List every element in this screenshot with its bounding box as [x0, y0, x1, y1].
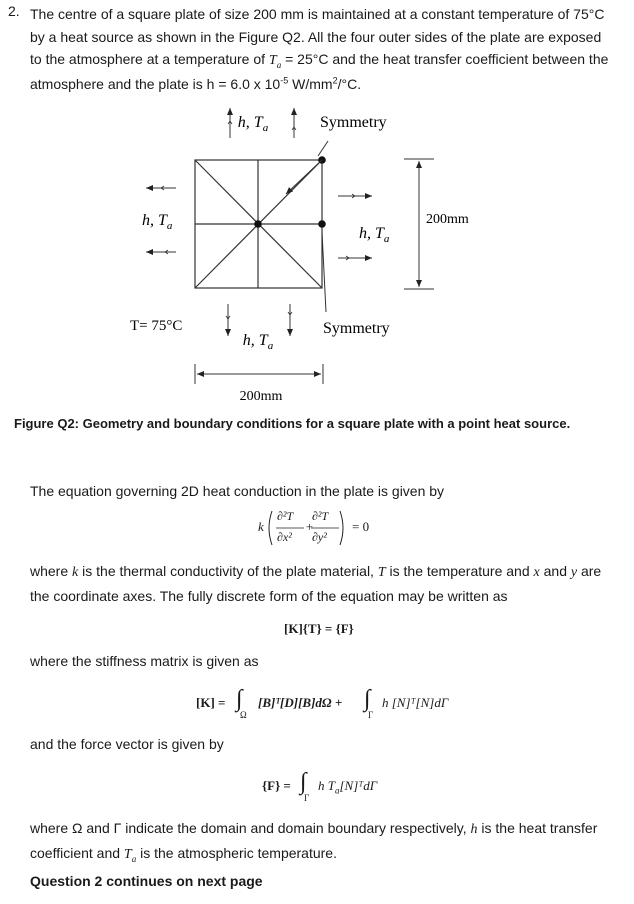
label-dim-horizontal: 200mm	[239, 389, 283, 404]
eqF-tail: [N]ᵀdΓ	[339, 778, 378, 793]
intro-line-3	[30, 48, 630, 73]
eq1-num-1: ∂²T	[277, 509, 294, 523]
eq1-num-2: ∂²T	[312, 509, 329, 523]
para-where-k-line-1	[30, 560, 630, 585]
question-intro	[30, 3, 630, 95]
eqK-term-1: [B]ᵀ[D][B]dΩ +	[258, 695, 346, 710]
continues-note: Question 2 continues on next page	[30, 873, 263, 889]
symbol-t: T	[268, 53, 277, 68]
label-bottom-hta: h, $T_a$	[242, 332, 274, 352]
unit-exponent: 2	[332, 74, 338, 85]
para-force: and the force vector is given by	[30, 736, 224, 752]
eq1-den-2: ∂y²	[312, 530, 327, 544]
symmetry-leader-top	[286, 160, 322, 194]
eq-governing	[258, 508, 398, 548]
p6a: where Ω and Γ indicate the domain and domain boundary respectively,	[30, 820, 471, 836]
figure-q2	[0, 95, 634, 410]
intro-line-3a: to the atmosphere at a temperature of	[30, 51, 269, 67]
eqF-lhs: {F} =	[262, 778, 295, 793]
intro-line-2: by a heat source as shown in the Figure Q2. All the four outer sides of the plate are exposed	[30, 28, 602, 45]
label-dim-vertical: 200mm	[426, 212, 469, 227]
intro-line-1: The centre of a square plate of size 200 mm is maintained at a constant temperature of 75°C	[30, 6, 605, 22]
eq1-paren-right	[340, 511, 343, 545]
intro-line-4	[30, 73, 630, 96]
sym-k: k	[72, 565, 79, 580]
eq1-paren-left	[269, 511, 272, 545]
eqF-gamma: Γ	[304, 793, 310, 803]
exponent: -5	[280, 74, 289, 85]
eq1-k: k	[258, 519, 264, 534]
eq-force	[262, 770, 402, 810]
eq-stiffness	[196, 686, 496, 726]
sym-x: x	[533, 565, 540, 580]
para-where-omega	[30, 817, 630, 866]
unit-tail: /°C.	[337, 75, 362, 92]
sym-T: T	[377, 565, 386, 580]
sym-y: y	[570, 565, 578, 580]
eq1-plus: +	[305, 519, 314, 534]
eqF-hT: h T	[318, 778, 335, 793]
symmetry-leader-bottom	[322, 232, 326, 312]
eqK-omega: Ω	[240, 710, 247, 720]
eq-kt-f: [K]{T} = {F}	[284, 621, 354, 636]
p7a: coefficient and	[30, 844, 124, 861]
sym-h: h	[470, 822, 478, 837]
eq1-den-1: ∂x²	[277, 530, 292, 544]
unit: W/mm	[288, 75, 333, 92]
eqK-lhs: [K] =	[196, 695, 229, 710]
eq1-rhs: = 0	[352, 519, 370, 534]
sym-a2: a	[131, 853, 137, 864]
label-symmetry-top: Symmetry	[320, 114, 387, 131]
label-left-hta: h, $T_a$	[142, 212, 173, 232]
eqK-int-2: ∫	[364, 686, 371, 712]
para-where-k	[30, 560, 630, 607]
eqF-sub-a: a	[334, 785, 340, 796]
symmetry-pointer-top	[318, 141, 328, 156]
p2a: where	[30, 563, 73, 579]
para-stiffness: where the stiffness matrix is given as	[30, 653, 259, 669]
p6b: is the heat transfer	[477, 820, 598, 836]
edge-node	[318, 220, 326, 228]
question-number: 2.	[8, 3, 20, 19]
intro-line-4a: atmosphere and the plate is h = 6.0 x 10	[30, 75, 281, 92]
label-right-hta: h, $T_a$	[359, 225, 390, 245]
p2b: is the thermal conductivity of the plate material,	[78, 563, 378, 579]
p2e: are	[577, 563, 602, 579]
symbol-a: a	[276, 59, 282, 70]
intro-line-3b: = 25°C and the heat transfer coefficient between the	[281, 51, 609, 67]
para-governing: The equation governing 2D heat conduction in the plate is given by	[30, 483, 445, 499]
para-where-omega-line-1	[30, 817, 630, 842]
para-where-k-line-2: the coordinate axes. The fully discrete form of the equation may be written as	[30, 587, 508, 604]
label-symmetry-bottom: Symmetry	[323, 320, 390, 337]
eqF-int: ∫	[300, 769, 307, 795]
para-where-omega-line-2	[30, 842, 630, 867]
eqF-term	[318, 778, 377, 794]
p7b: is the atmospheric temperature.	[136, 844, 337, 861]
sym-T2: T	[123, 846, 132, 862]
centre-node	[254, 220, 262, 228]
figure-caption: Figure Q2: Geometry and boundary conditions for a square plate with a point heat source.	[14, 416, 571, 431]
label-t75: T= 75°C	[130, 318, 183, 334]
eqK-int-1: ∫	[236, 686, 243, 712]
p2d: and	[539, 563, 571, 579]
eqK-term-2: h [N]ᵀ[N]dΓ	[382, 695, 449, 710]
p2c: is the temperature and	[385, 563, 534, 579]
eqK-gamma: Γ	[368, 710, 374, 720]
label-top-hta: h, $T_a$	[237, 114, 269, 134]
